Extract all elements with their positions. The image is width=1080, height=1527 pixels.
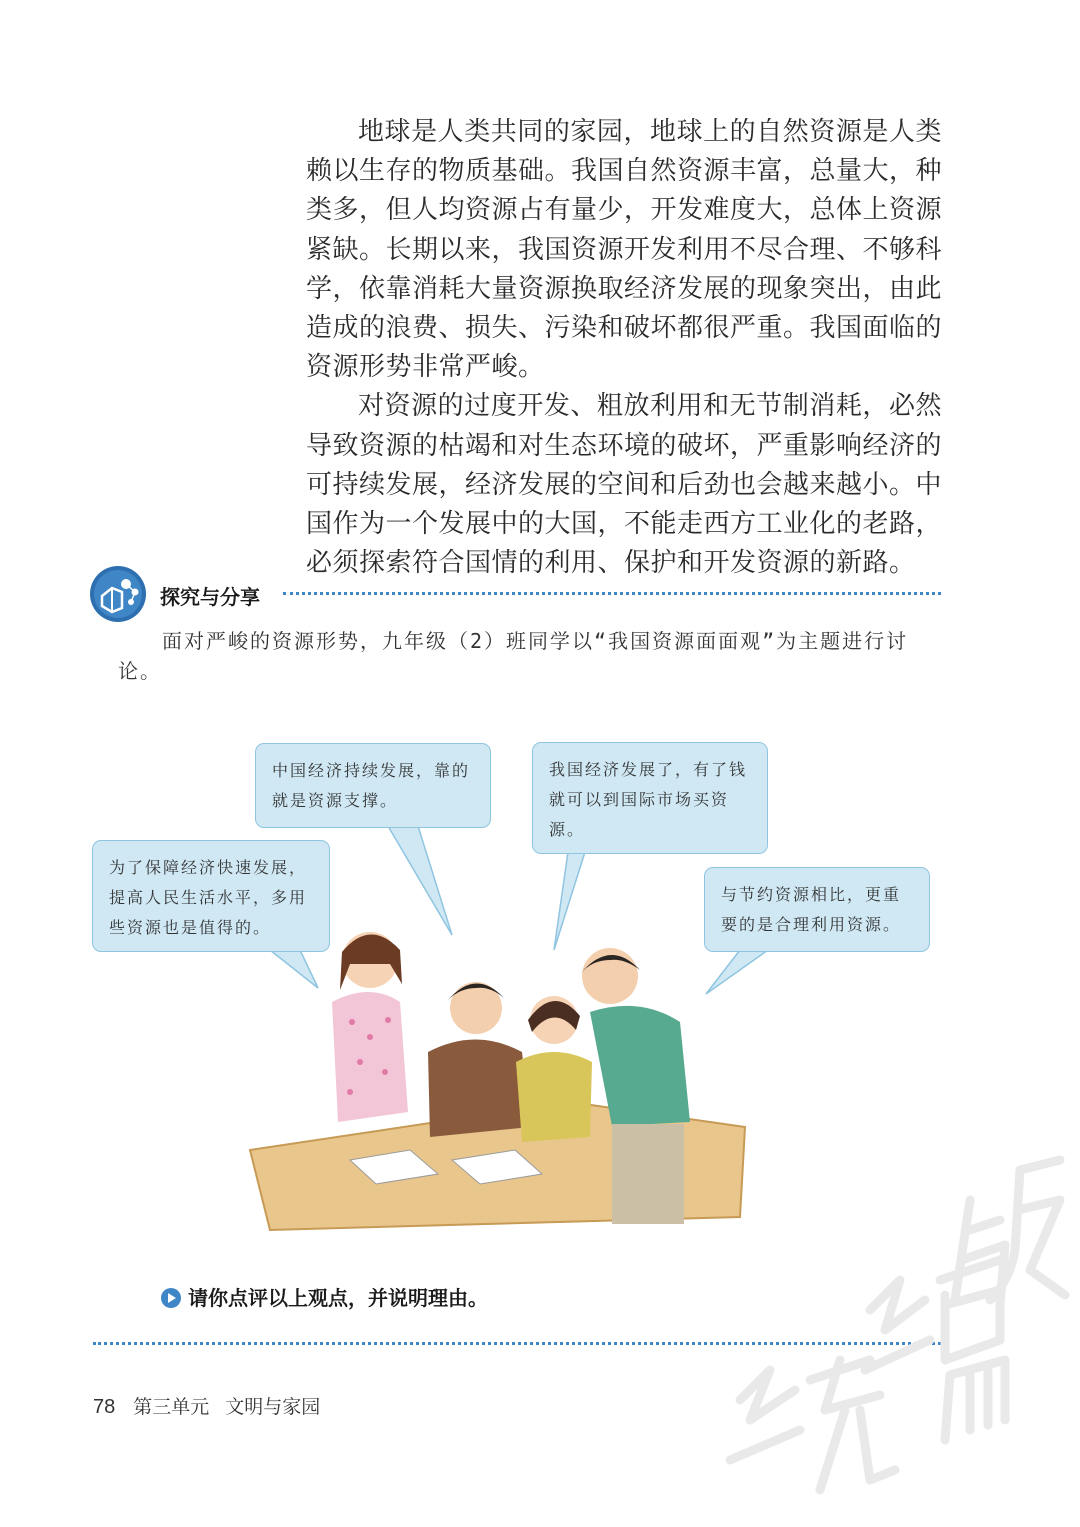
students-discussion-illustration (240, 912, 760, 1232)
prompt-text: 请你点评以上观点，并说明理由。 (188, 1286, 488, 1310)
speech-bubble-right: 与节约资源相比，更重要的是合理利用资源。 (704, 867, 930, 952)
page-footer (93, 1392, 320, 1419)
speech-bubble-center-right: 我国经济发展了，有了钱就可以到国际市场买资源。 (532, 742, 768, 854)
explore-section-title: 探究与分享 (160, 585, 260, 609)
explore-intro-text: 面对严峻的资源形势，九年级（2）班同学以“我国资源面面观”为主题进行讨论。 (118, 629, 909, 683)
unit-label: 第三单元 (133, 1396, 210, 1418)
paragraph-2: 对资源的过度开发、粗放利用和无节制消耗，必然导致资源的枯竭和对生态环境的破坏，严重影响经济的可持续发展，经济发展的空间和后劲也会越来越小。中国作为一个发展中的大国，不能走西方工业化的老路，必须探索符合国情的利用、保护和开发资源的新路。 (306, 391, 943, 579)
discussion-prompt (160, 1282, 488, 1311)
explore-share-icon (88, 564, 148, 624)
speech-bubble-center-left: 中国经济持续发展，靠的就是资源支撑。 (255, 743, 491, 828)
speech-bubble-left: 为了保障经济快速发展，提高人民生活水平，多用些资源也是值得的。 (92, 840, 330, 952)
arrow-circle-icon (160, 1287, 182, 1309)
page-number: 78 (93, 1396, 116, 1418)
section-divider-top (283, 592, 941, 595)
unit-title: 文明与家园 (225, 1396, 321, 1418)
watermark-stamp (700, 1130, 1070, 1520)
main-text (306, 113, 942, 583)
paragraph-1: 地球是人类共同的家园，地球上的自然资源是人类赖以生存的物质基础。我国自然资源丰富，总量大，种类多，但人均资源占有量少，开发难度大，总体上资源紧缺。长期以来，我国资源开发利用不尽合理、不够科学，依靠消耗大量资源换取经济发展的现象突出，由此造成的浪费、损失、污染和破坏都很严重。我国面临的资源形势非常严峻。 (306, 117, 943, 383)
